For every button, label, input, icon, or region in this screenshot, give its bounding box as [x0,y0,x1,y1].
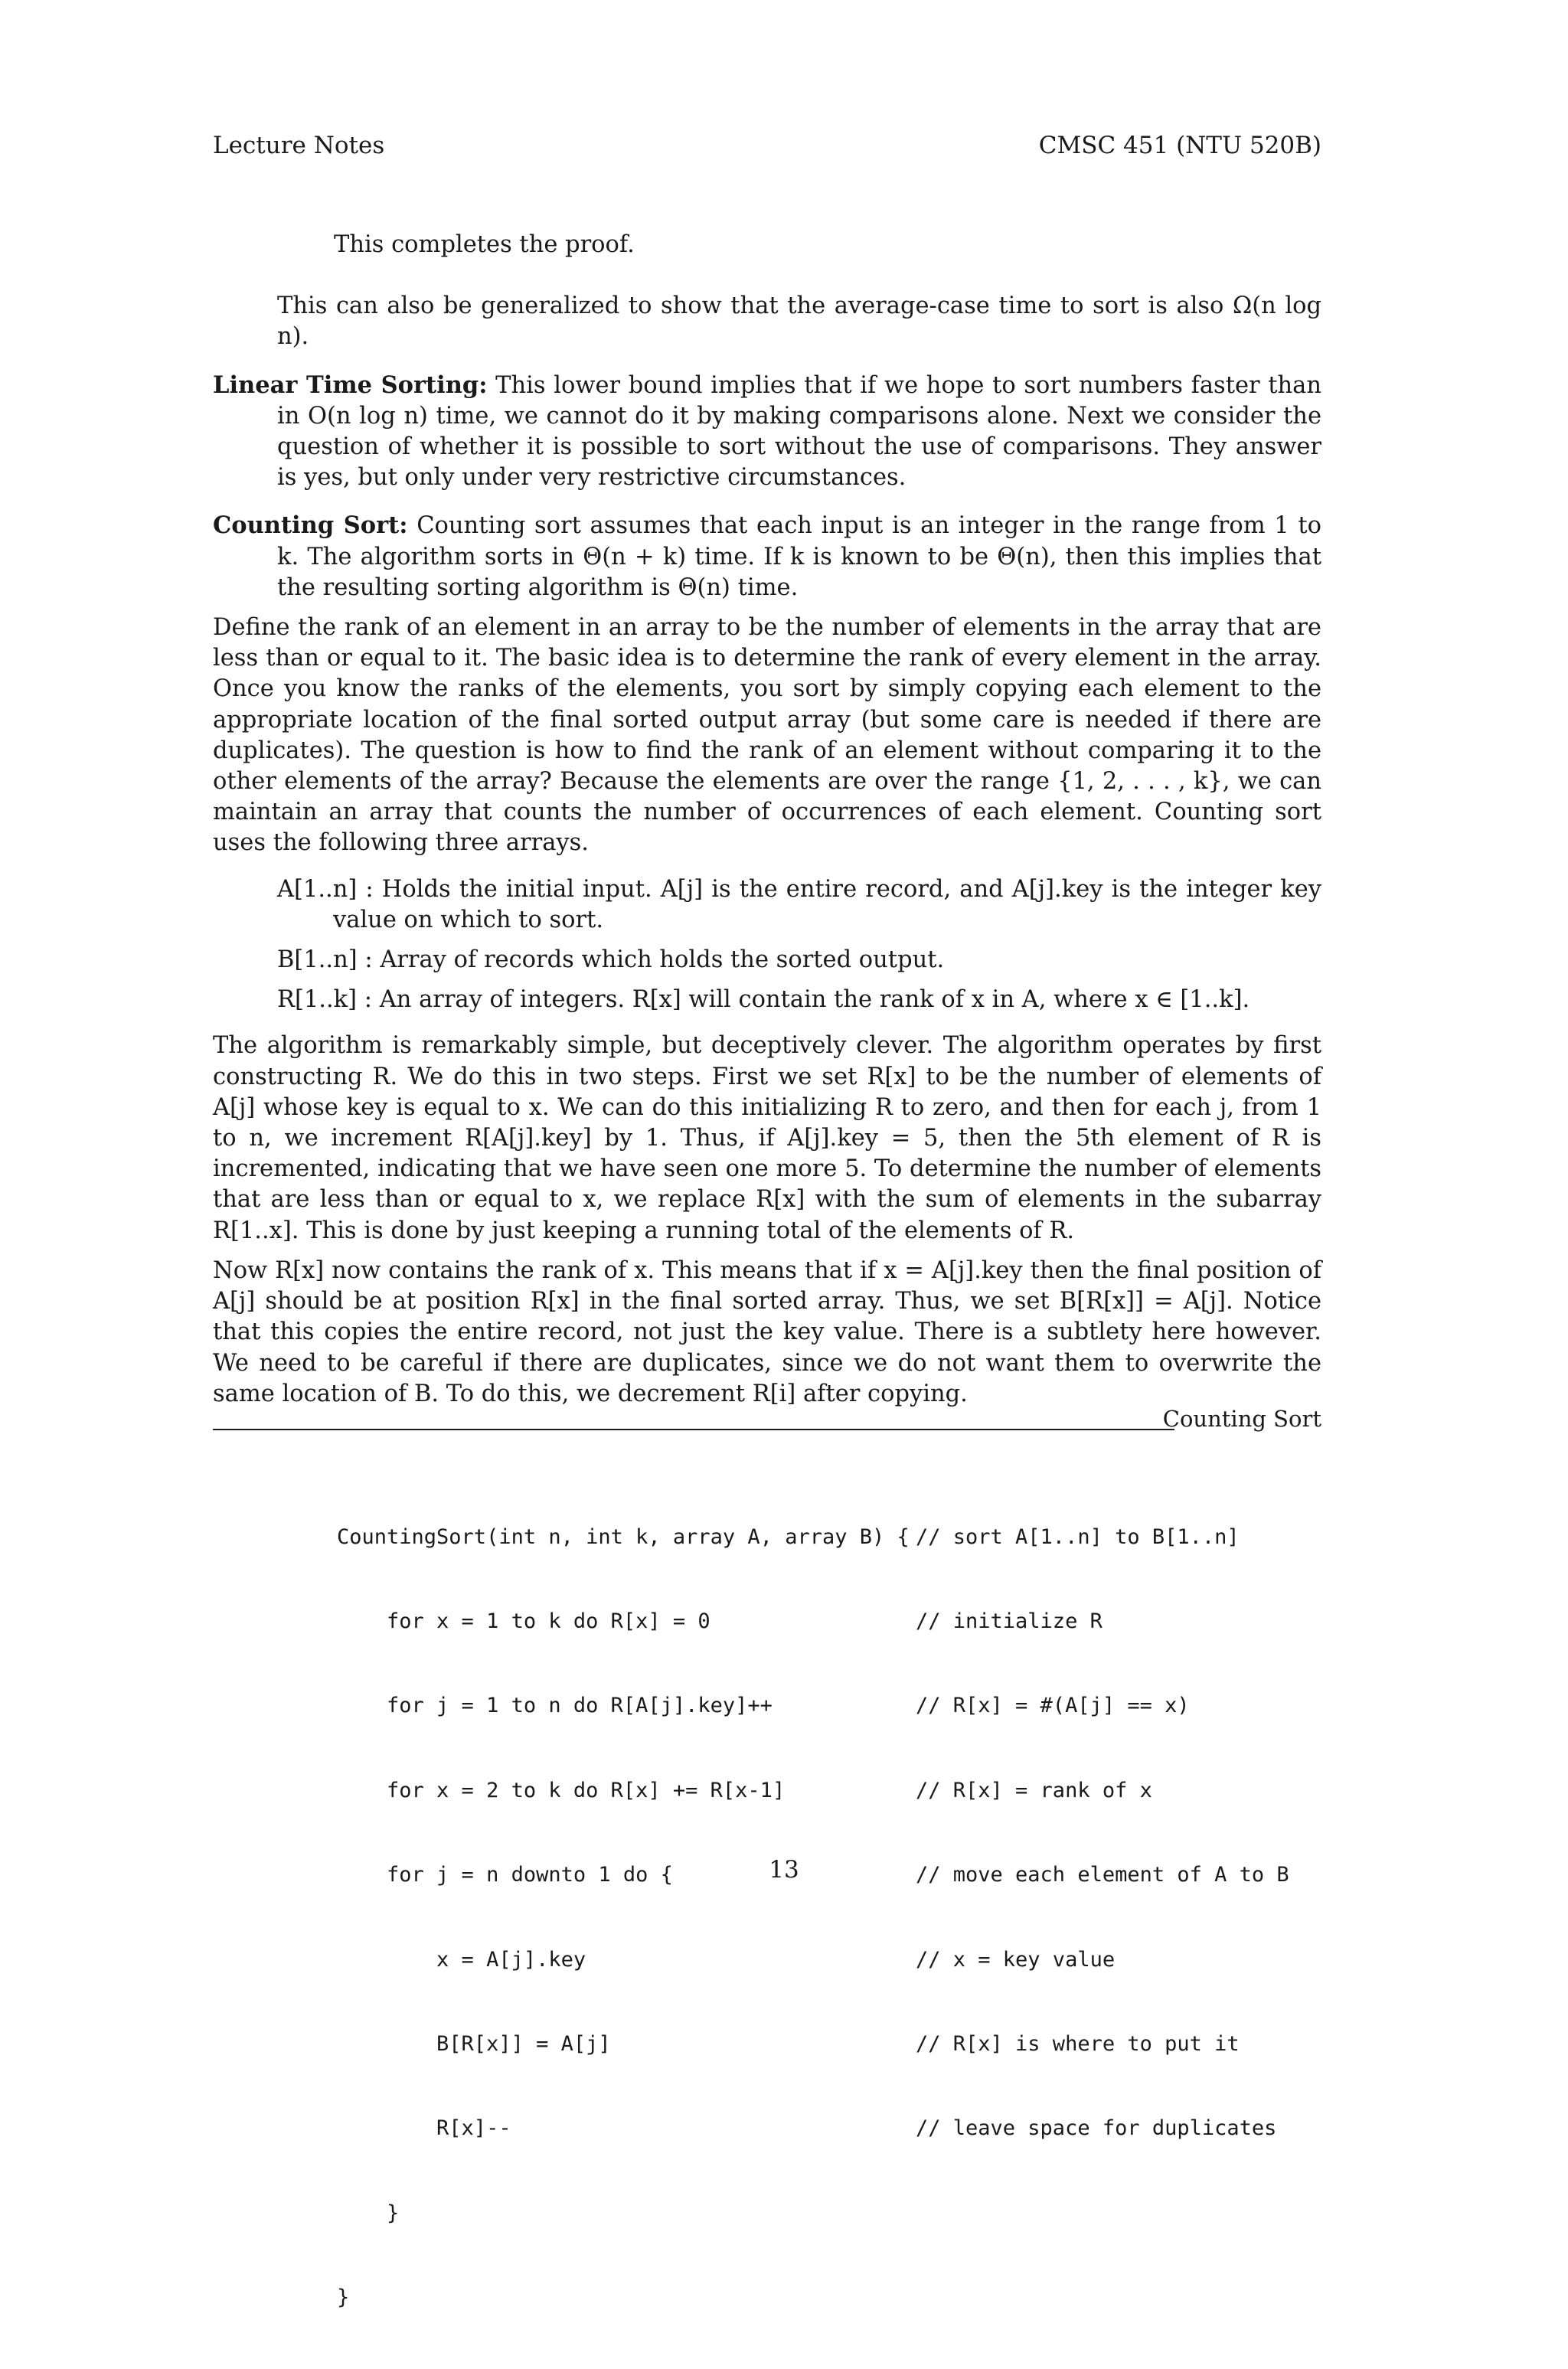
code-comment: // x = key value [916,1947,1116,1972]
placement-paragraph: Now R[x] now contains the rank of x. This means that if x = A[j].key then the final position of A[j] should be at position R[x] in the final sorted array. Thus, we set B[R[x]] = A[j]. Notice that this copies the entire record, not just the key value. There is a subtlety here however. We need to be careful if there are duplicates, since we do not want them to overwrite the same location of B. To do this, we decrement R[i] after copying. [213,1256,1321,1407]
code-line [337,2115,1277,2143]
code-comment: // initialize R [916,1609,1102,1633]
definition-array-r: R[1..k] : An array of integers. R[x] will contain the rank of x in A, where x ∈ [1..k]. [277,986,1250,1014]
code-block-label: Counting Sort [1162,1406,1321,1432]
code-line [337,1777,1152,1805]
proof-conclusion: This completes the proof. [334,231,635,258]
code-text: for j = 1 to n do R[A[j].key]++ [337,1694,773,1718]
running-header-right: CMSC 451 (NTU 520B) [1038,132,1321,159]
code-line [337,2200,910,2228]
code-comment: // sort A[1..n] to B[1..n] [916,1524,1240,1549]
average-case-remark: This can also be generalized to show that the average-case time to sort is also Ω(n log n). [277,292,1321,351]
linear-time-heading: Linear Time Sorting: [213,371,488,399]
code-line [337,2031,1240,2059]
code-line [337,1692,1190,1720]
running-header-left: Lecture Notes [213,132,385,159]
code-listing [337,1467,1289,2369]
code-text: for j = n downto 1 do { [337,1863,673,1887]
code-text: R[x]-- [337,2116,511,2141]
code-line [337,1946,1116,1975]
code-text: B[R[x]] = A[j] [337,2031,611,2056]
code-comment: // move each element of A to B [916,1863,1289,1887]
page-number: 13 [769,1856,799,1884]
code-comment: // R[x] is where to put it [916,2031,1240,2056]
rank-definition-paragraph: Define the rank of an element in an array to be the number of elements in the array that are less than or equal to it. The basic idea is to determine the rank of every element in the array. Once you know the ranks of the elements, you sort by simply copying each element to the appropriate location of the final sorted output array (but some care is needed if there are duplicates). The question is how to find the rank of an element without comparing it to the other elements of the array? Because the elements are over the range {1, 2, . . . , k}, we can maintain an array that counts the number of occurrences of each element. Counting sort uses the following three arrays. [213,614,1321,857]
counting-sort-paragraph [213,510,1321,603]
code-block-rule [213,1429,1174,1430]
code-line [337,2284,910,2312]
code-comment: // R[x] = #(A[j] == x) [916,1694,1190,1718]
code-text: CountingSort(int n, int k, array A, array B) { [337,1524,910,1549]
definition-array-a: A[1..n] : Holds the initial input. A[j] is the entire record, and A[j].key is the integer key value on which to sort. [277,875,1321,933]
code-text: for x = 2 to k do R[x] += R[x-1] [337,1778,786,1802]
code-comment: // R[x] = rank of x [916,1778,1152,1802]
definition-array-b: B[1..n] : Array of records which holds the sorted output. [277,946,945,974]
code-text: } [337,2201,400,2225]
code-comment: // leave space for duplicates [916,2116,1277,2141]
code-line [337,1524,1240,1552]
algorithm-paragraph: The algorithm is remarkably simple, but deceptively clever. The algorithm operates by first constructing R. We do this in two steps. First we set R[x] to be the number of elements of A[j] whose key is equal to x. We can do this initializing R to zero, and then for each j, from 1 to n, we increment R[A[j].key] by 1. Thus, if A[j].key = 5, then the 5th element of R is incremented, indicating that we have seen one more 5. To determine the number of elements that are less than or equal to x, we replace R[x] with the sum of elements in the subarray R[1..x]. This is done by just keeping a running total of the elements of R. [213,1032,1321,1244]
code-block-header [213,1403,1321,1434]
code-text: } [337,2286,350,2310]
array-definitions [277,874,1321,1016]
linear-time-paragraph [213,370,1321,494]
counting-sort-text: Counting sort assumes that each input is an integer in the range from 1 to k. The algorithm sorts in Θ(n + k) time. If k is known to be Θ(n), then this implies that the resulting sorting algorithm is Θ(n) time. [277,512,1321,601]
code-text: x = A[j].key [337,1947,586,1972]
document-body [213,230,1321,1410]
counting-sort-heading: Counting Sort: [213,511,408,540]
code-line [337,1608,1102,1636]
linear-time-text: This lower bound implies that if we hope to sort numbers faster than in O(n log n) time, we cannot do it by making comparisons alone. Next we consider the question of whether it is possible to sort without the use of comparisons. They answer is yes, but only under very restrictive circumstances. [277,371,1321,492]
code-text: for x = 1 to k do R[x] = 0 [337,1609,710,1633]
